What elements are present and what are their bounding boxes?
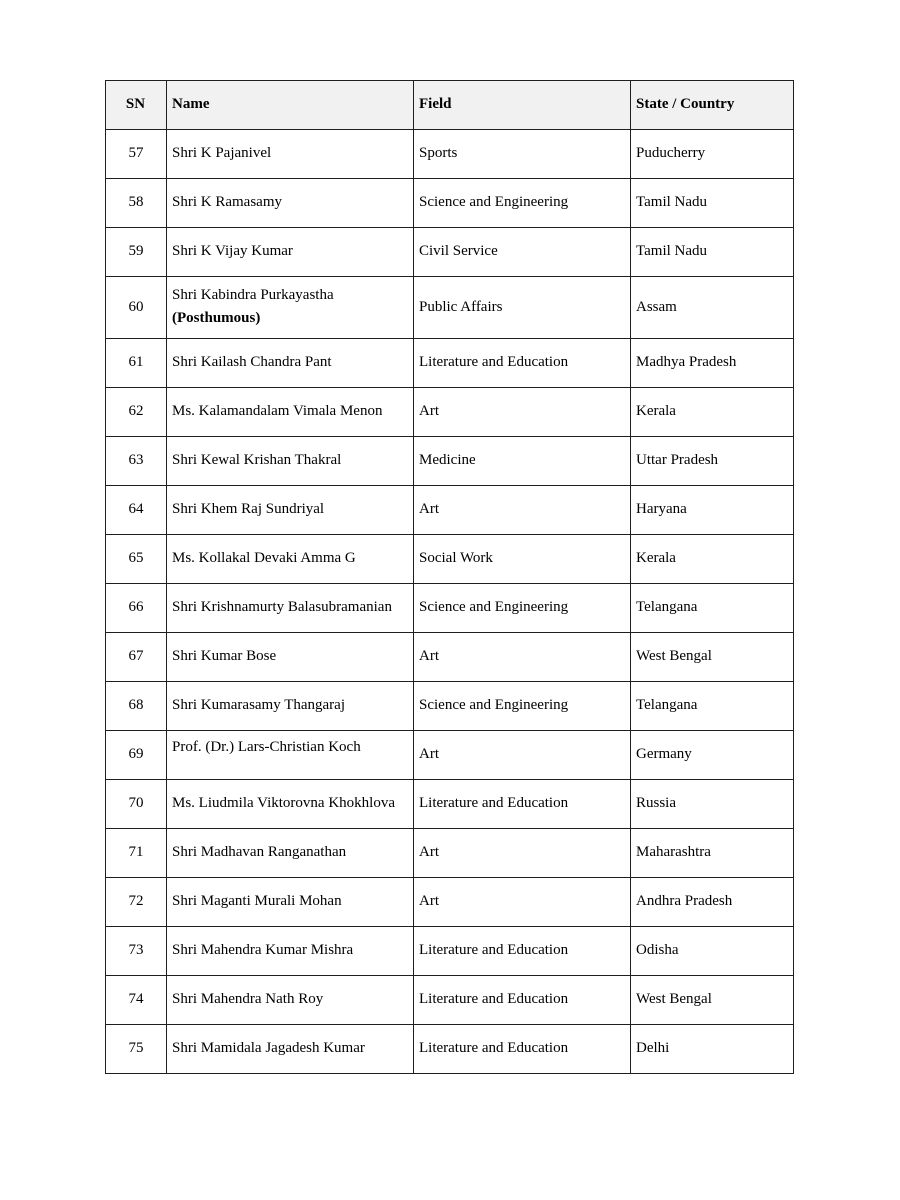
table-row	[106, 485, 794, 534]
cell-state-country: Delhi	[631, 1024, 794, 1073]
cell-sn: 60	[106, 277, 167, 339]
cell-field: Art	[414, 877, 631, 926]
cell-sn: 71	[106, 828, 167, 877]
table-row	[106, 583, 794, 632]
cell-state-country: Andhra Pradesh	[631, 877, 794, 926]
cell-field: Art	[414, 730, 631, 779]
cell-name	[167, 485, 414, 534]
awardee-name: Shri Kewal Krishan Thakral	[172, 451, 342, 468]
table-row	[106, 828, 794, 877]
awardee-name: Shri Kumar Bose	[172, 647, 277, 664]
cell-field: Medicine	[414, 436, 631, 485]
cell-sn: 65	[106, 534, 167, 583]
cell-name	[167, 436, 414, 485]
cell-sn: 61	[106, 338, 167, 387]
cell-sn: 66	[106, 583, 167, 632]
cell-field: Art	[414, 828, 631, 877]
table-row	[106, 338, 794, 387]
cell-state-country: Tamil Nadu	[631, 228, 794, 277]
cell-sn: 58	[106, 179, 167, 228]
cell-state-country: Puducherry	[631, 130, 794, 179]
cell-name	[167, 1024, 414, 1073]
cell-name	[167, 583, 414, 632]
cell-field: Sports	[414, 130, 631, 179]
cell-field: Literature and Education	[414, 975, 631, 1024]
table-row	[106, 387, 794, 436]
cell-state-country: Assam	[631, 277, 794, 339]
table-row	[106, 730, 794, 779]
cell-state-country: Madhya Pradesh	[631, 338, 794, 387]
column-header-state: State / Country	[631, 81, 794, 130]
cell-state-country: Germany	[631, 730, 794, 779]
table-row	[106, 926, 794, 975]
awardee-name: Shri Mahendra Kumar Mishra	[172, 941, 354, 958]
cell-field: Art	[414, 387, 631, 436]
awardee-name: Shri K Pajanivel	[172, 145, 272, 162]
awardee-name: Shri Mamidala Jagadesh Kumar	[172, 1039, 365, 1056]
cell-state-country: Tamil Nadu	[631, 179, 794, 228]
awardee-name: Shri Maganti Murali Mohan	[172, 892, 342, 909]
cell-state-country: West Bengal	[631, 975, 794, 1024]
cell-name	[167, 779, 414, 828]
cell-name	[167, 277, 414, 339]
column-header-name: Name	[167, 81, 414, 130]
cell-state-country: Telangana	[631, 583, 794, 632]
cell-field: Science and Engineering	[414, 583, 631, 632]
table-row	[106, 877, 794, 926]
awardee-name: Shri K Ramasamy	[172, 194, 282, 211]
table-row	[106, 179, 794, 228]
cell-sn: 70	[106, 779, 167, 828]
cell-sn: 63	[106, 436, 167, 485]
cell-name	[167, 130, 414, 179]
cell-sn: 64	[106, 485, 167, 534]
cell-sn: 68	[106, 681, 167, 730]
cell-field: Literature and Education	[414, 338, 631, 387]
cell-name	[167, 975, 414, 1024]
cell-state-country: Maharashtra	[631, 828, 794, 877]
table-row	[106, 1024, 794, 1073]
cell-field: Social Work	[414, 534, 631, 583]
table-header	[106, 81, 794, 130]
awardee-name: Shri Kabindra Purkayastha	[172, 287, 334, 303]
cell-name	[167, 730, 414, 779]
table-row	[106, 681, 794, 730]
posthumous-annotation: (Posthumous)	[172, 310, 261, 327]
column-header-field: Field	[414, 81, 631, 130]
cell-field: Science and Engineering	[414, 681, 631, 730]
cell-state-country: Kerala	[631, 387, 794, 436]
awardee-name: Ms. Liudmila Viktorovna Khokhlova	[172, 794, 395, 811]
cell-field: Art	[414, 632, 631, 681]
cell-sn: 59	[106, 228, 167, 277]
cell-name	[167, 338, 414, 387]
cell-state-country: Russia	[631, 779, 794, 828]
cell-sn: 72	[106, 877, 167, 926]
cell-name	[167, 387, 414, 436]
table-row	[106, 277, 794, 339]
table-row	[106, 130, 794, 179]
cell-sn: 75	[106, 1024, 167, 1073]
awardee-name: Shri Kailash Chandra Pant	[172, 353, 332, 370]
awards-table	[105, 80, 794, 1074]
awardee-name: Shri Kumarasamy Thangaraj	[172, 696, 346, 713]
cell-field: Art	[414, 485, 631, 534]
cell-field: Science and Engineering	[414, 179, 631, 228]
cell-state-country: Uttar Pradesh	[631, 436, 794, 485]
cell-name	[167, 179, 414, 228]
table-row	[106, 779, 794, 828]
table-row	[106, 534, 794, 583]
table-row	[106, 228, 794, 277]
awardee-name: Ms. Kollakal Devaki Amma G	[172, 549, 356, 566]
awardee-name: Shri Krishnamurty Balasubramanian	[172, 598, 392, 615]
cell-sn: 62	[106, 387, 167, 436]
cell-name	[167, 632, 414, 681]
cell-state-country: Kerala	[631, 534, 794, 583]
table-row	[106, 436, 794, 485]
cell-state-country: Telangana	[631, 681, 794, 730]
cell-name	[167, 877, 414, 926]
cell-field: Literature and Education	[414, 926, 631, 975]
awardee-name: Shri K Vijay Kumar	[172, 243, 293, 260]
cell-sn: 57	[106, 130, 167, 179]
column-header-sn: SN	[106, 81, 167, 130]
table-row	[106, 632, 794, 681]
cell-name	[167, 828, 414, 877]
cell-name	[167, 534, 414, 583]
cell-name	[167, 926, 414, 975]
table-body	[106, 130, 794, 1074]
cell-name	[167, 681, 414, 730]
header-row	[106, 81, 794, 130]
cell-sn: 67	[106, 632, 167, 681]
awardee-name: Ms. Kalamandalam Vimala Menon	[172, 402, 383, 419]
table-row	[106, 975, 794, 1024]
awardee-name: Shri Madhavan Ranganathan	[172, 843, 347, 860]
awardee-name: Shri Mahendra Nath Roy	[172, 990, 324, 1007]
cell-state-country: Odisha	[631, 926, 794, 975]
cell-name	[167, 228, 414, 277]
cell-sn: 74	[106, 975, 167, 1024]
awardee-name: Prof. (Dr.) Lars-Christian Koch	[172, 738, 361, 755]
cell-state-country: West Bengal	[631, 632, 794, 681]
cell-state-country: Haryana	[631, 485, 794, 534]
cell-field: Literature and Education	[414, 1024, 631, 1073]
awardee-name: Shri Khem Raj Sundriyal	[172, 500, 325, 517]
cell-field: Civil Service	[414, 228, 631, 277]
cell-sn: 73	[106, 926, 167, 975]
cell-field: Public Affairs	[414, 277, 631, 339]
cell-field: Literature and Education	[414, 779, 631, 828]
cell-sn: 69	[106, 730, 167, 779]
